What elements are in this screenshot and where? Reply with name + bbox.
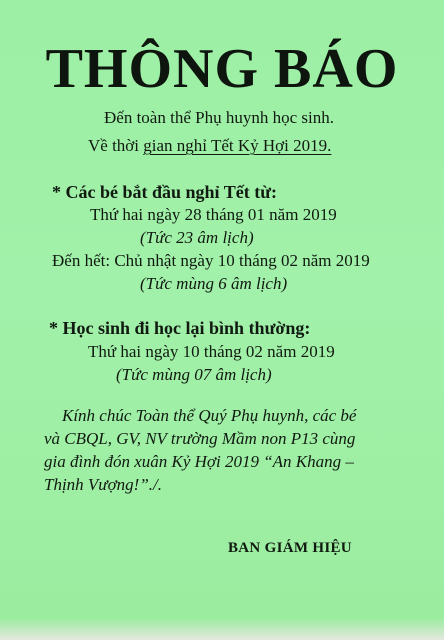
intro-subject [88, 136, 331, 156]
holiday-end-date: Đến hết: Chủ nhật ngày 10 tháng 02 năm 2019 [52, 251, 370, 270]
intro-subject-prefix: Về thời [88, 136, 144, 155]
closing-line: và CBQL, GV, NV trường Mầm non P13 cùng [44, 429, 356, 448]
holiday-end-lunar: (Tức mùng 6 âm lịch) [140, 274, 288, 293]
section-return-heading: * Học sinh đi học lại bình thường: [49, 318, 311, 338]
intro-subject-underlined: gian nghỉ Tết Kỷ Hợi 2019. [143, 136, 332, 155]
return-date: Thứ hai ngày 10 tháng 02 năm 2019 [88, 342, 335, 361]
closing-wishes [44, 404, 424, 496]
intro-recipients: Đến toàn thể Phụ huynh học sinh. [104, 108, 334, 127]
return-lunar: (Tức mùng 07 âm lịch) [116, 365, 272, 384]
notice-title: THÔNG BÁO [45, 38, 399, 100]
closing-line: Thịnh Vượng!”./. [44, 475, 162, 494]
closing-line: gia đình đón xuân Kỷ Hợi 2019 “An Khang – [44, 452, 354, 471]
holiday-start-lunar: (Tức 23 âm lịch) [140, 228, 254, 247]
holiday-start-date: Thứ hai ngày 28 tháng 01 năm 2019 [90, 205, 337, 224]
closing-line: Kính chúc Toàn thể Quý Phụ huynh, các bé [62, 406, 357, 425]
signature: BAN GIÁM HIỆU [228, 540, 352, 556]
section-holiday-start-heading: * Các bé bắt đầu nghỉ Tết từ: [52, 182, 277, 202]
